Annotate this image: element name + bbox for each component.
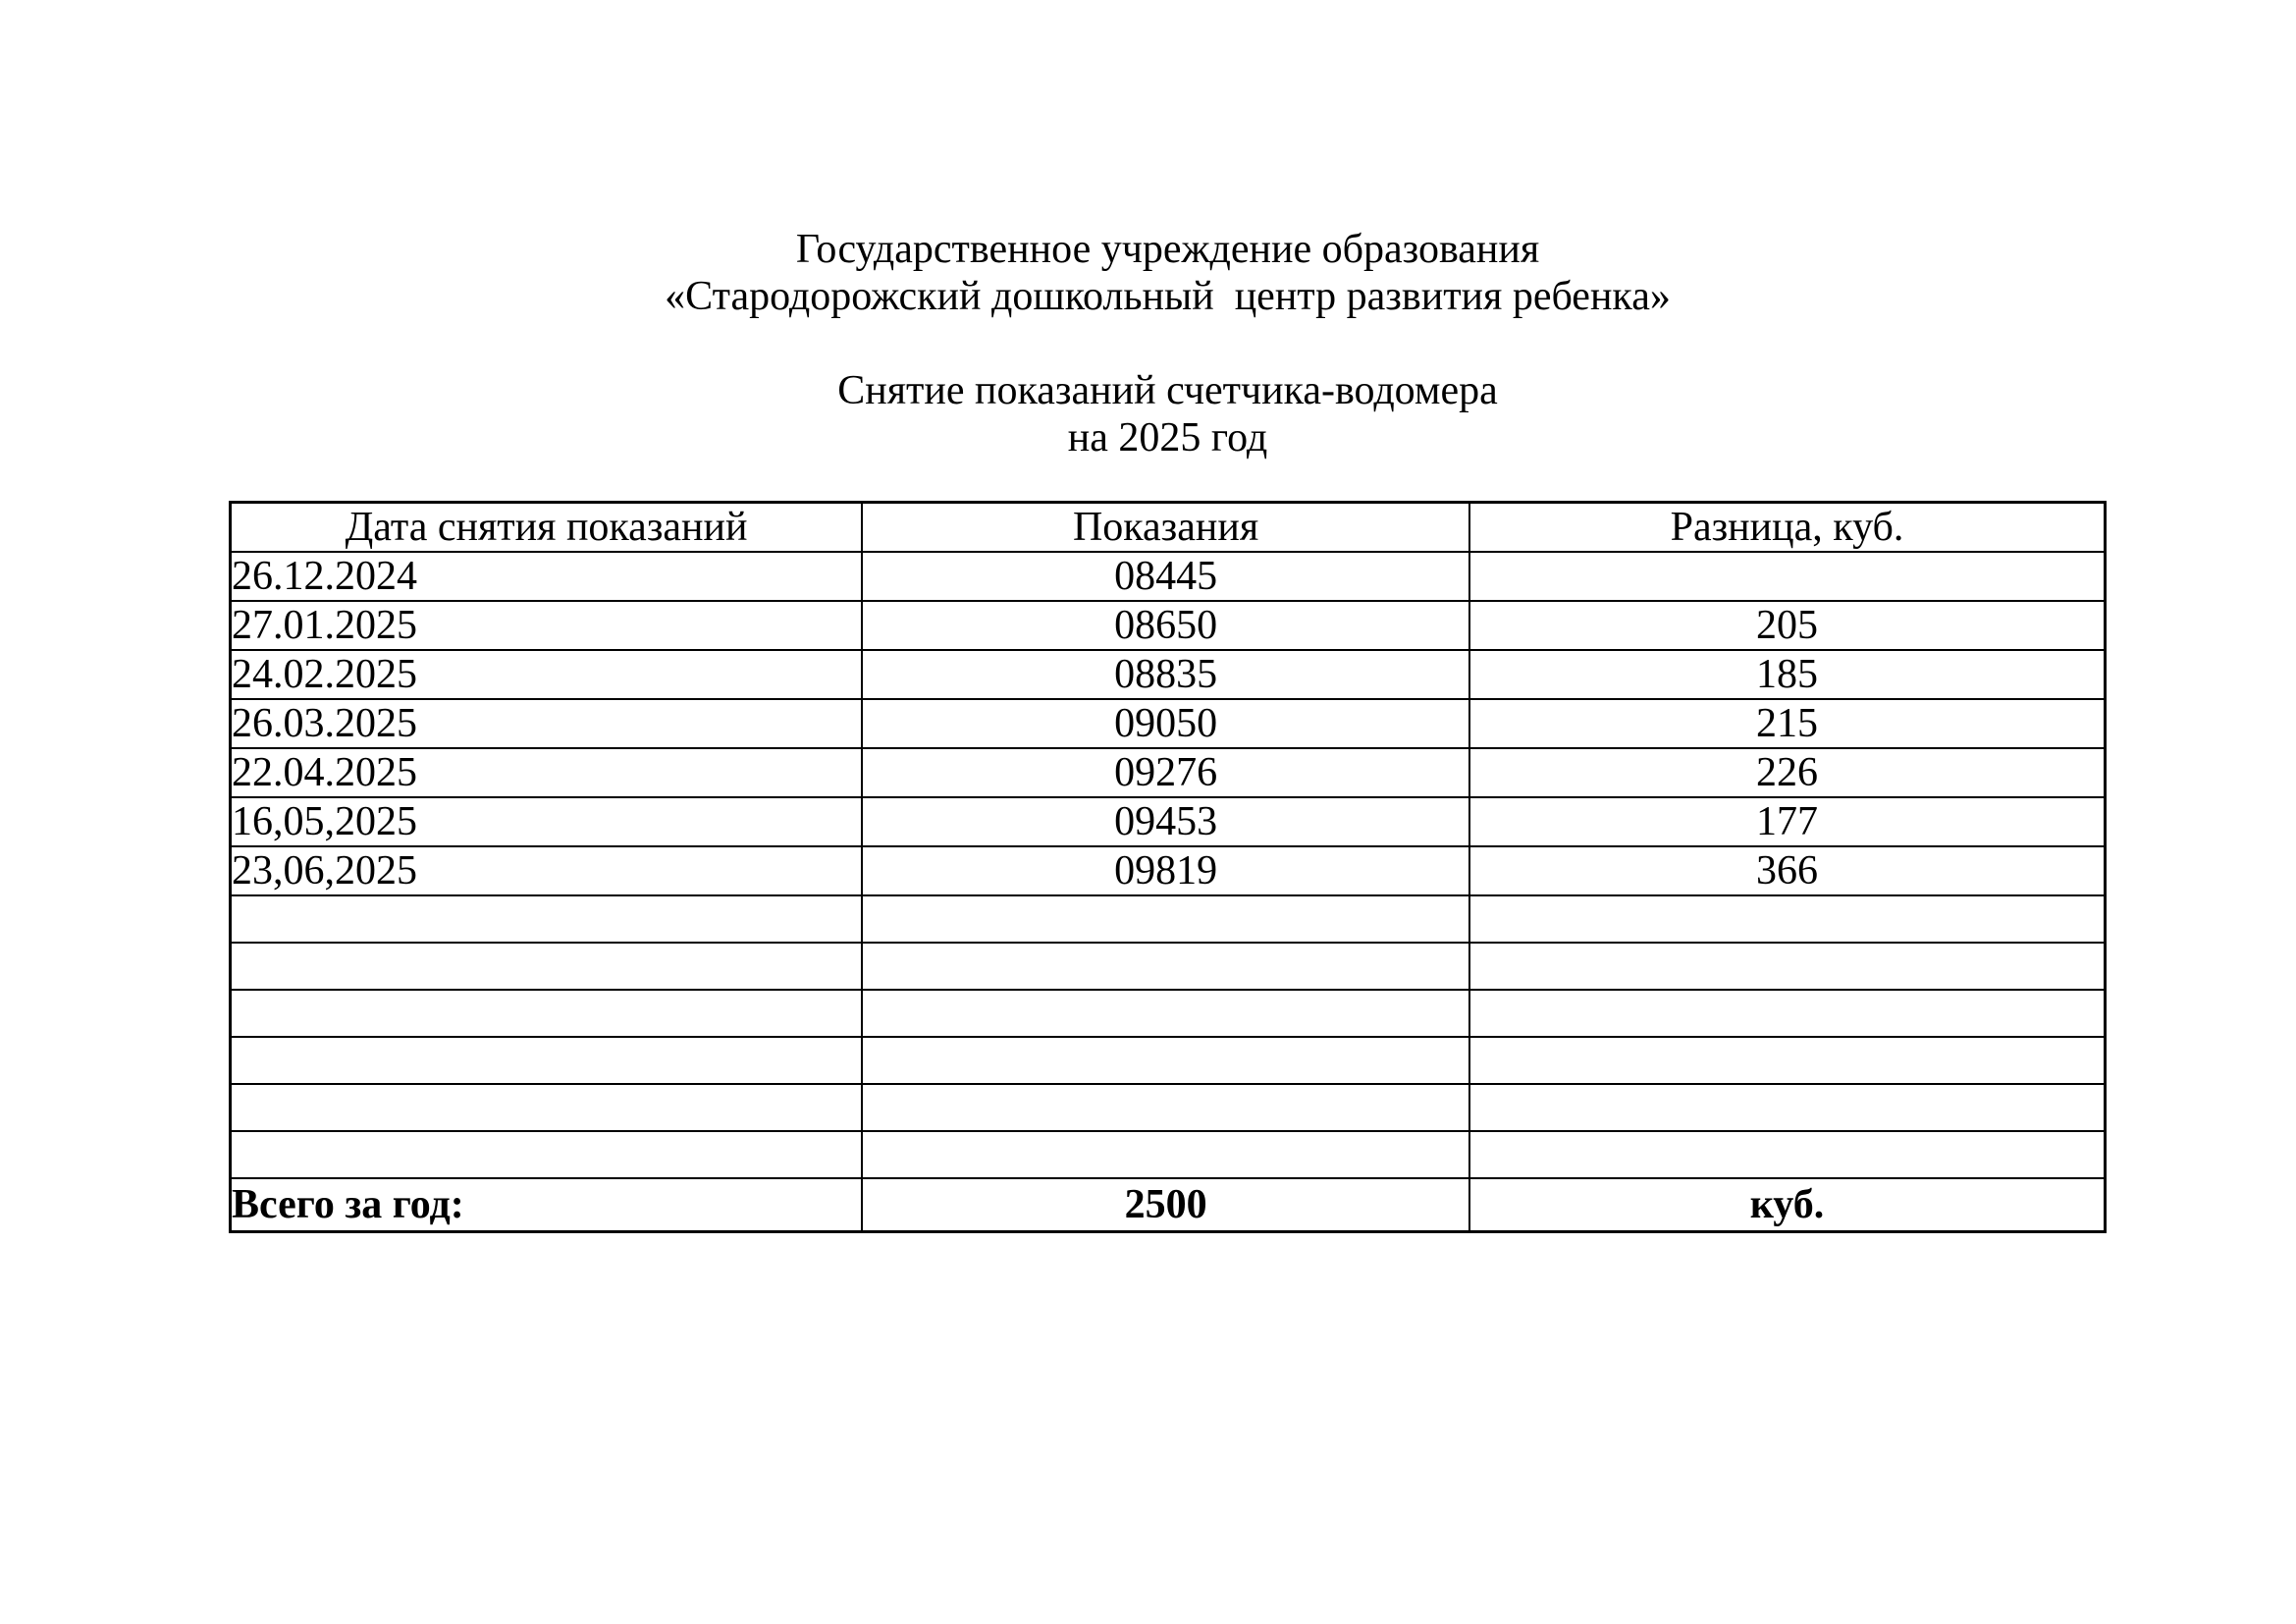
diff-cell: [1469, 552, 2106, 601]
diff-cell: [1469, 990, 2106, 1037]
org-name-line1: Государственное учреждение образования: [795, 227, 1540, 272]
spacer: [229, 461, 2107, 501]
reading-cell: [862, 1084, 1469, 1131]
diff-cell: 366: [1469, 846, 2106, 895]
diff-cell: [1469, 1084, 2106, 1131]
date-cell: 22.04.2025: [231, 748, 863, 797]
header-cell-date: Дата снятия показаний: [231, 503, 863, 553]
empty-row: [231, 1131, 2106, 1178]
document-content: [229, 226, 2107, 1233]
date-cell: 23,06,2025: [231, 846, 863, 895]
total-unit-cell: куб.: [1469, 1178, 2106, 1232]
reading-cell: 09276: [862, 748, 1469, 797]
date-cell: 27.01.2025: [231, 601, 863, 650]
empty-row: [231, 990, 2106, 1037]
total-row: [231, 1178, 2106, 1232]
date-cell: [231, 943, 863, 990]
empty-row: [231, 943, 2106, 990]
table-row: [231, 699, 2106, 748]
table-row: [231, 797, 2106, 846]
reading-cell: [862, 1037, 1469, 1084]
header-cell-diff: Разница, куб.: [1469, 503, 2106, 553]
org-name-line2: «Стародорожский дошкольный центр развития ребенка»: [665, 274, 1671, 319]
empty-row: [231, 895, 2106, 943]
empty-row: [231, 1037, 2106, 1084]
date-cell: [231, 1084, 863, 1131]
diff-cell: 205: [1469, 601, 2106, 650]
date-cell: 26.03.2025: [231, 699, 863, 748]
reading-cell: 08650: [862, 601, 1469, 650]
diff-cell: 226: [1469, 748, 2106, 797]
table-row: [231, 650, 2106, 699]
reading-cell: 09453: [862, 797, 1469, 846]
doc-title-block: [229, 367, 2107, 461]
table-row: [231, 846, 2106, 895]
date-cell: [231, 1131, 863, 1178]
spacer: [229, 320, 2107, 367]
reading-cell: 08445: [862, 552, 1469, 601]
diff-cell: [1469, 943, 2106, 990]
table-row: [231, 748, 2106, 797]
doc-title-line1: Снятие показаний счетчика-водомера: [837, 368, 1498, 413]
reading-cell: [862, 990, 1469, 1037]
total-value-cell: 2500: [862, 1178, 1469, 1232]
date-cell: 16,05,2025: [231, 797, 863, 846]
reading-cell: [862, 943, 1469, 990]
empty-row: [231, 1084, 2106, 1131]
diff-cell: 177: [1469, 797, 2106, 846]
reading-cell: [862, 1131, 1469, 1178]
total-label-cell: Всего за год:: [231, 1178, 863, 1232]
doc-title-line2: на 2025 год: [1067, 415, 1268, 460]
date-cell: [231, 1037, 863, 1084]
readings-table: [229, 501, 2107, 1233]
diff-cell: [1469, 1131, 2106, 1178]
reading-cell: 08835: [862, 650, 1469, 699]
reading-cell: 09050: [862, 699, 1469, 748]
org-name-block: [229, 226, 2107, 320]
header-cell-reading: Показания: [862, 503, 1469, 553]
date-cell: [231, 990, 863, 1037]
diff-cell: 185: [1469, 650, 2106, 699]
table-header-row: [231, 503, 2106, 553]
date-cell: 26.12.2024: [231, 552, 863, 601]
diff-cell: 215: [1469, 699, 2106, 748]
date-cell: 24.02.2025: [231, 650, 863, 699]
table-row: [231, 601, 2106, 650]
diff-cell: [1469, 895, 2106, 943]
reading-cell: 09819: [862, 846, 1469, 895]
date-cell: [231, 895, 863, 943]
table-row: [231, 552, 2106, 601]
diff-cell: [1469, 1037, 2106, 1084]
reading-cell: [862, 895, 1469, 943]
